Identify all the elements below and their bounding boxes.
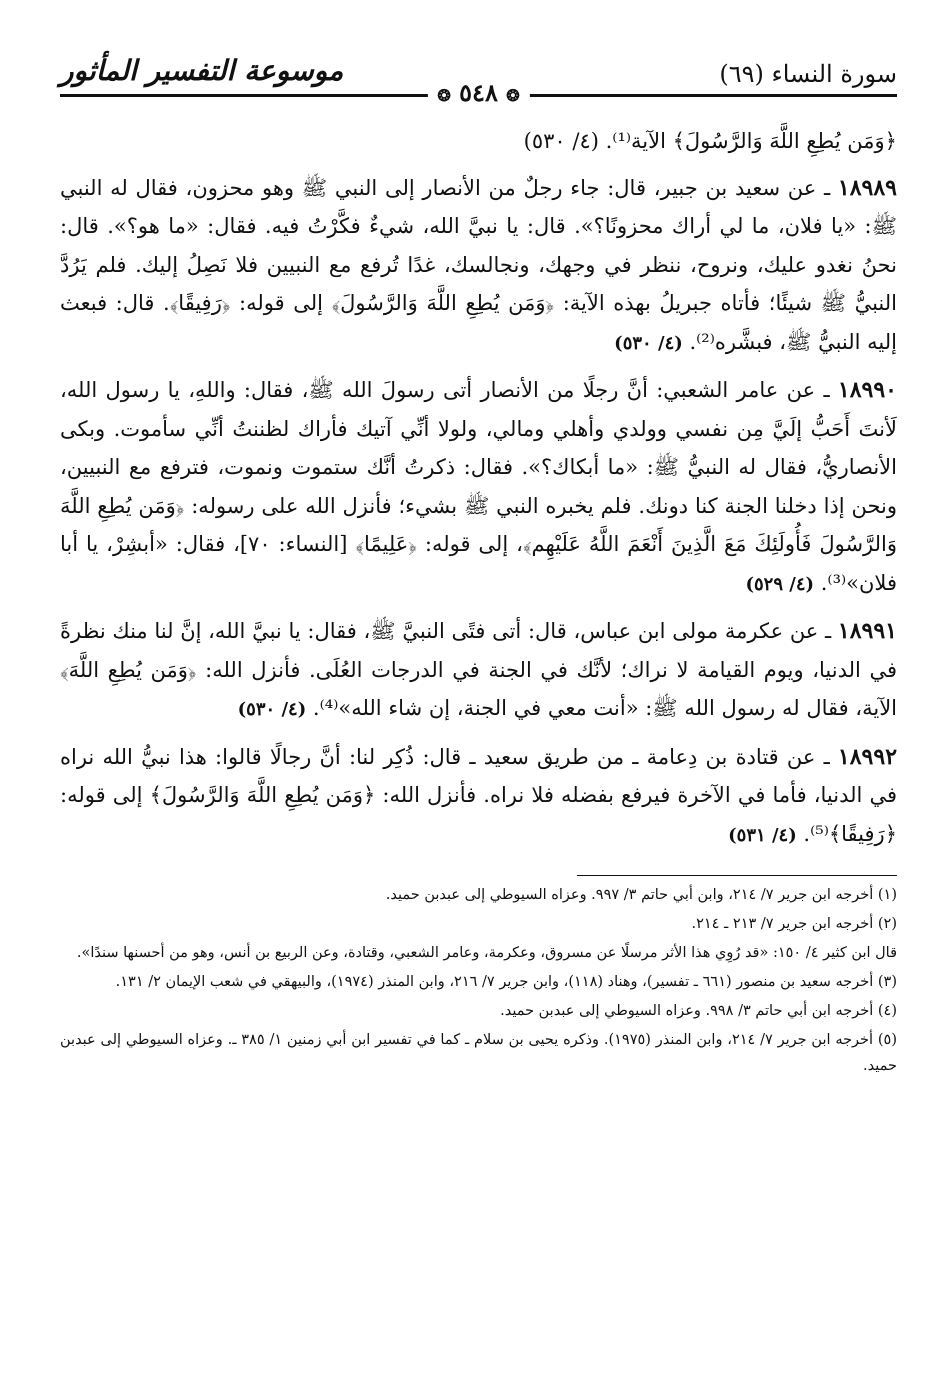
- hadith-number: ١٨٩٨٩: [837, 174, 897, 201]
- page-header: [60, 40, 897, 110]
- hadith-paragraph: [60, 371, 897, 604]
- footnote: (٢) أخرجه ابن جرير ٧/ ٢١٣ ـ ٢١٤.: [691, 916, 897, 932]
- volume-reference: (٤/ ٥٢٩): [745, 573, 815, 595]
- hadith-text: ـ عن قتادة بن دِعامة ـ من طريق سعيد ـ قال: ذُكِر لنا: أنَّ رجالًا قالوا: هذا نبيُّ الله نراه في الدنيا، فأما في الآخرة فيرفع بفضله فلا نراه. فأنزل الله: ﴿وَمَن يُطِعِ اللَّهَ وَالرَّسُولَ﴾ إلى قوله: ﴿رَفِيقًا﴾⁽⁵⁾.: [60, 744, 897, 846]
- volume-reference: (٤/ ٥٣٠): [237, 699, 307, 720]
- hadith-text: ـ عن سعيد بن جبير، قال: جاء رجلٌ من الأنصار إلى النبي ﷺ وهو محزون، فقال له النبي ﷺ: «يا فلان، ما لي أراك محزونًا؟». قال: يا نبيَّ الله، شيءٌ فكَّرْتُ فيه. فقال: «ما هو؟». قال: نحنُ نغدو عليك، ونروح، ننظر في وجهك، ونجالسك، غدًا تُرفع مع النبيين فلا نَصِلُ إليك. فلم يَرُدَّ النبيُّ ﷺ شيئًا؛ فأتاه جبريلُ بهذه الآية: ﴿وَمَن يُطِعِ اللَّهَ وَالرَّسُولَ﴾ إلى قوله: ﴿رَفِيقًا﴾. قال: فبعث إليه النبيُّ ﷺ، فبشَّره⁽²⁾.: [60, 175, 897, 354]
- hadith-text: ـ عن عكرمة مولى ابن عباس، قال: أتى فتًى النبيَّ ﷺ، فقال: يا نبيَّ الله، إنَّ لنا منك نظرةً في الدنيا، ويوم القيامة لا نراك؛ لأنَّك في الجنة في الدرجات العُلَى. فأنزل الله: ﴿وَمَن يُطِعِ اللَّهَ﴾ الآية، فقال له رسول الله ﷺ: «أنت معي في الجنة، إن شاء الله»⁽⁴⁾.: [60, 619, 897, 720]
- hadith-paragraph: [60, 169, 897, 364]
- hadith-paragraph: [60, 738, 897, 856]
- footnote-divider: [577, 875, 897, 876]
- hadith-number: ١٨٩٩٢: [837, 743, 898, 770]
- footnote: (٣) أخرجه سعيد بن منصور (٦٦١ ـ تفسير)، وهناد (١١٨)، وابن جرير ٧/ ٢١٦، وابن المنذر (١٩٧٤)، والبيهقي في شعب الإيمان ٢/ ١٣١.: [115, 974, 897, 990]
- hadith-number: ١٨٩٩٠: [837, 377, 897, 403]
- ornament-icon: ❂: [437, 86, 451, 105]
- hadith-text: ـ عن عامر الشعبي: أنَّ رجلًا من الأنصار أتى رسولَ الله ﷺ، فقال: واللهِ، يا رسول الله، لَأنتَ أَحَبُّ إلَيَّ مِن نفسي وولدي وأهلي ومالي، ولولا أنِّي آتيك فأراك لظننتُ أنِّي سأموت. وبكى الأنصاريُّ، فقال له النبيُّ ﷺ: «ما أبكاك؟». فقال: ذكرتُ أنَّك ستموت ونموت، فترفع مع النبيين، ونحن إذا دخلنا الجنة كنا دونك. فلم يخبره النبي ﷺ بشيء؛ فأنزل الله على رسوله: ﴿وَمَن يُطِعِ اللَّهَ وَالرَّسُولَ فَأُولَئِكَ مَعَ الَّذِينَ أَنْعَمَ اللَّهُ عَلَيْهِم﴾، إلى قوله: ﴿عَلِيمًا﴾ [النساء: ٧٠]، فقال: «أبشِرْ، يا أبا فلان»⁽³⁾.: [60, 378, 897, 595]
- footnotes: [60, 882, 897, 1079]
- hadith-number: ١٨٩٩١: [837, 618, 897, 644]
- footnote: (٥) أخرجه ابن جرير ٧/ ٢١٤، وابن المنذر (١٩٧٥). وذكره يحيى بن سلام ـ كما في تفسير ابن أبي زمنين ١/ ٣٨٥ ـ. وعزاه السيوطي إلى عبدبن حميد.: [60, 1032, 897, 1074]
- book-page: [60, 40, 897, 1082]
- footnote: (١) أخرجه ابن جرير ٧/ ٢١٤، وابن أبي حاتم ٣/ ٩٩٧. وعزاه السيوطي إلى عبدبن حميد.: [385, 887, 897, 903]
- surah-heading: سورة النساء (٦٩): [719, 60, 897, 88]
- intro-line: ﴿وَمَن يُطِعِ اللَّهَ وَالرَّسُولَ﴾ الآية⁽¹⁾. (٤/ ٥٣٠): [523, 129, 897, 153]
- ornament-icon: ❂: [506, 86, 520, 105]
- footnote: (٤) أخرجه ابن أبي حاتم ٣/ ٩٩٨. وعزاه السيوطي إلى عبدبن حميد.: [500, 1003, 897, 1019]
- volume-reference: (٤/ ٥٣١): [728, 824, 797, 846]
- hadith-paragraph: [60, 612, 897, 730]
- page-number-box: [427, 78, 529, 107]
- book-title: موسوعة التفسير المأثور: [60, 54, 344, 87]
- main-text: [60, 122, 897, 855]
- volume-reference: (٤/ ٥٣٠): [614, 332, 683, 354]
- footnote: قال ابن كثير ٤/ ١٥٠: «قد رُوِي هذا الأثر مرسلًا عن مسروق، وعكرمة، وعامر الشعبي، وقتادة، وعن الربيع بن أنس، وهو من أحسنها سندًا».: [76, 945, 897, 961]
- page-number: ٥٤٨: [459, 78, 498, 107]
